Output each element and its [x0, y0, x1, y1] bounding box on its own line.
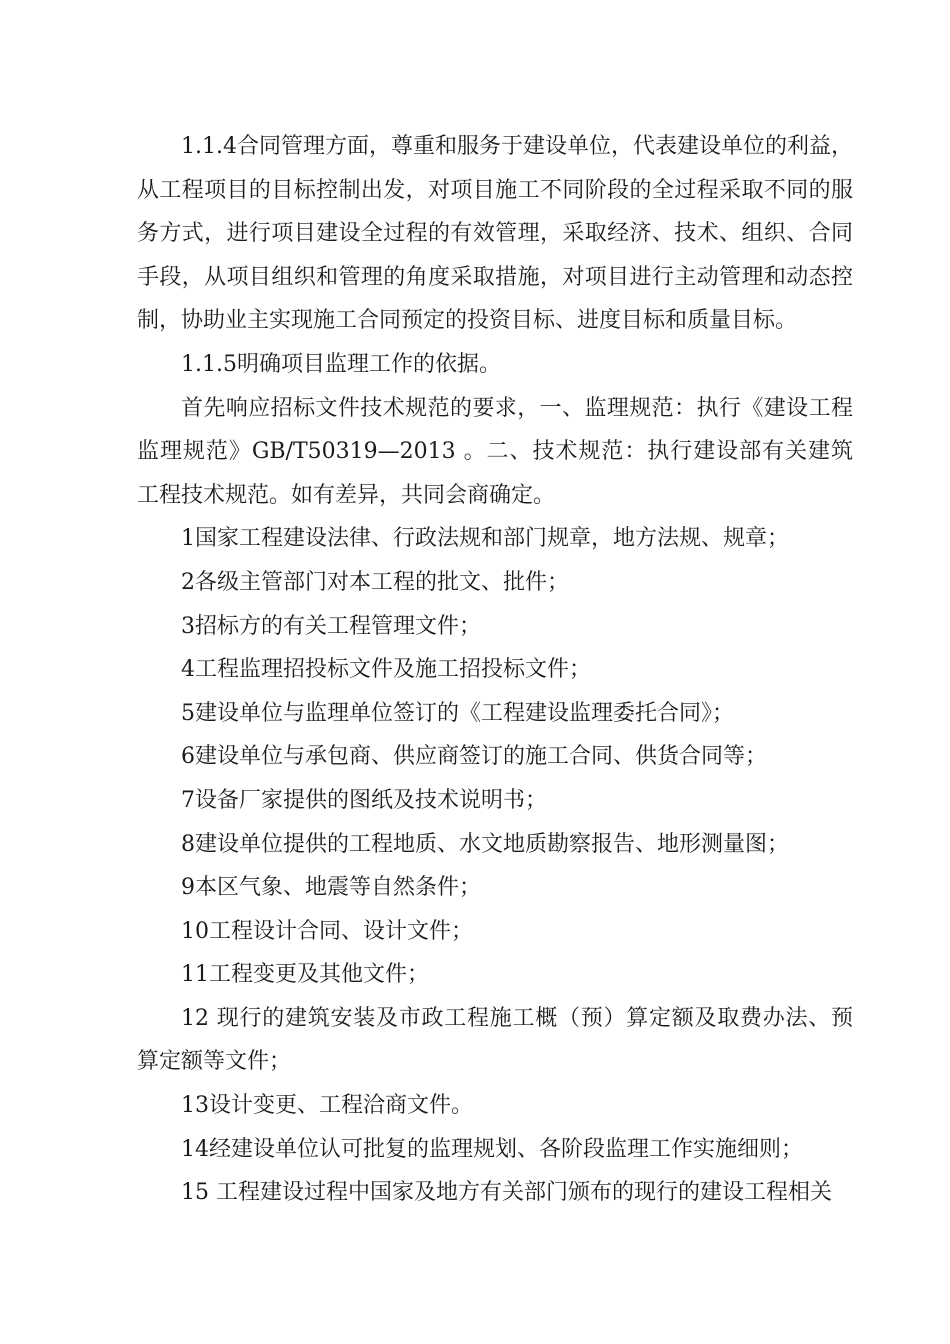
basis-item-7: 7设备厂家提供的图纸及技术说明书； — [181, 787, 547, 813]
basis-item-2: 2各级主管部门对本工程的批文、批件； — [181, 569, 569, 595]
basis-item-8: 8建设单位提供的工程地质、水文地质勘察报告、地形测量图； — [181, 831, 789, 857]
paragraph-basis-heading: 1.1.5明确项目监理工作的依据。 — [181, 351, 501, 377]
basis-item-14: 14经建设单位认可批复的监理规划、各阶段监理工作实施细则； — [181, 1136, 803, 1162]
paragraph-standards: 首先响应招标文件技术规范的要求，一、监理规范：执行《建设工程监理规范》GB/T50319—2013 。二、技术规范：执行建设部有关建筑工程技术规范。如有差异，共同会商确定。 — [137, 395, 853, 508]
basis-item-4: 4工程监理招投标文件及施工招投标文件； — [181, 657, 591, 683]
basis-item-12: 12 现行的建筑安装及市政工程施工概（预）算定额及取费办法、预算定额等文件； — [137, 1005, 853, 1075]
basis-item-15: 15 工程建设过程中国家及地方有关部门颁布的现行的建设工程相关 — [181, 1180, 832, 1206]
basis-item-1: 1国家工程建设法律、行政法规和部门规章，地方法规、规章； — [181, 526, 789, 552]
basis-item-5: 5建设单位与监理单位签订的《工程建设监理委托合同》； — [181, 700, 734, 726]
basis-item-9: 9本区气象、地震等自然条件； — [181, 875, 481, 901]
basis-item-13: 13设计变更、工程洽商文件。 — [181, 1093, 473, 1119]
basis-item-6: 6建设单位与承包商、供应商签订的施工合同、供货合同等； — [181, 744, 767, 770]
paragraph-contract-management: 1.1.4合同管理方面，尊重和服务于建设单位，代表建设单位的利益，从工程项目的目标控制出发，对项目施工不同阶段的全过程采取不同的服务方式，进行项目建设全过程的有效管理，采取经济、技术、组织、合同手段，从项目组织和管理的角度采取措施，对项目进行主动管理和动态控制，协助业主实现施工合同预定的投资目标、进度目标和质量目标。 — [137, 134, 853, 334]
document-page — [137, 125, 853, 1215]
basis-item-10: 10工程设计合同、设计文件； — [181, 918, 473, 944]
basis-item-3: 3招标方的有关工程管理文件； — [181, 613, 481, 639]
basis-item-11: 11工程变更及其他文件； — [181, 962, 429, 988]
